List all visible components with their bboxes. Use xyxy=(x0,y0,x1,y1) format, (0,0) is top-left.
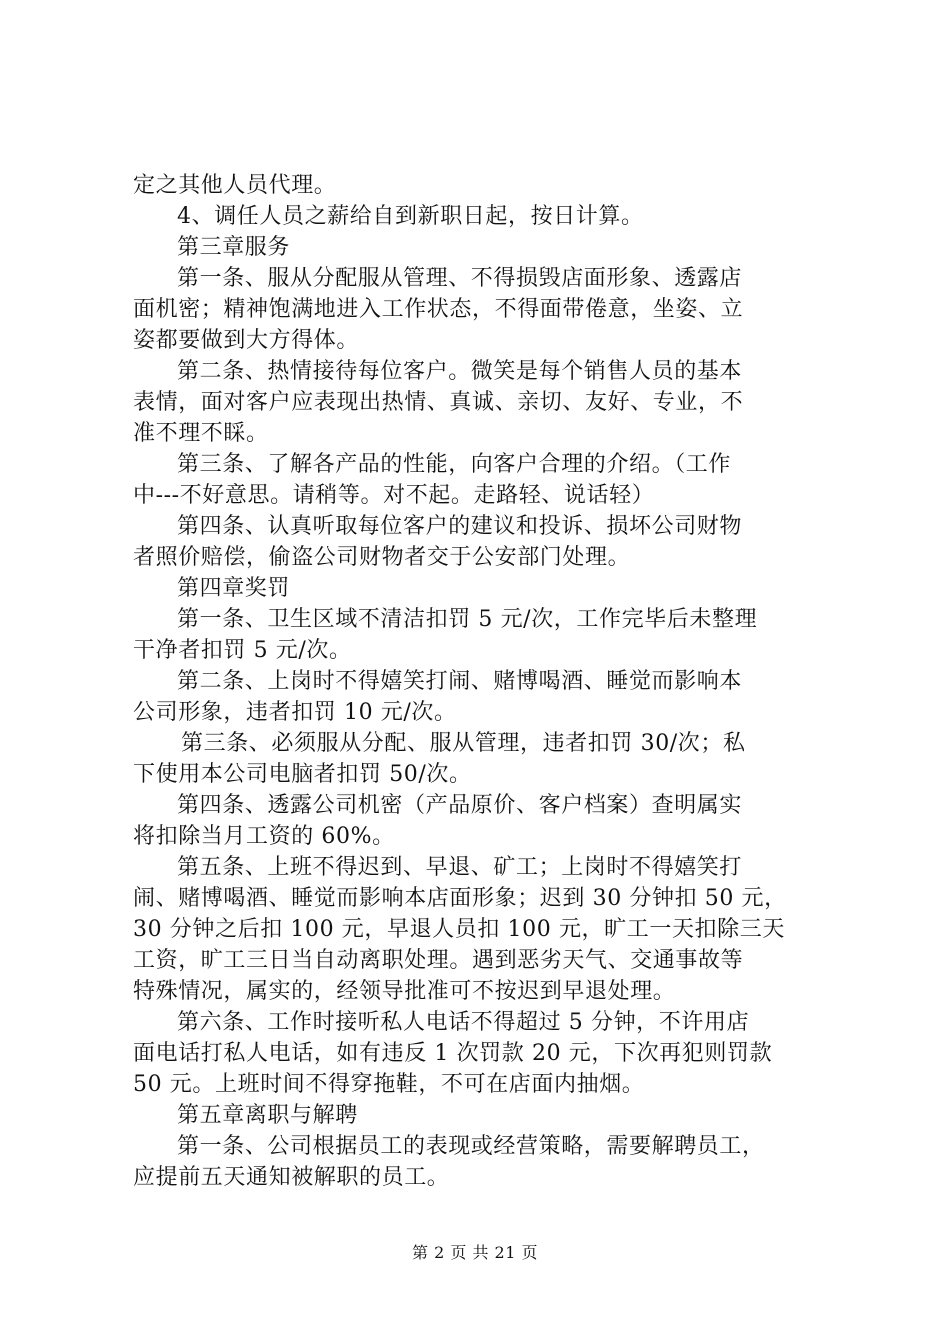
text-line: 应提前五天通知被解职的员工。 xyxy=(133,1165,450,1190)
text-line: 特殊情况，属实的，经领导批准可不按迟到早退处理。 xyxy=(133,979,676,1004)
text-line: 第一条、卫生区域不清洁扣罚 5 元/次，工作完毕后未整理 xyxy=(177,607,758,632)
text-line: 第三条、了解各产品的性能，向客户合理的介绍。（工作 xyxy=(177,452,732,477)
text-line: 姿都要做到大方得体。 xyxy=(133,328,360,353)
text-line: 面机密；精神饱满地进入工作状态，不得面带倦意，坐姿、立 xyxy=(133,297,744,322)
text-line: 下使用本公司电脑者扣罚 50/次。 xyxy=(133,762,472,787)
text-line: 第三条、必须服从分配、服从管理，违者扣罚 30/次；私 xyxy=(181,731,746,756)
text-line: 表情，面对客户应表现出热情、真诚、亲切、友好、专业，不 xyxy=(133,390,744,415)
text-line: 者照价赔偿，偷盗公司财物者交于公安部门处理。 xyxy=(133,545,631,570)
text-line: 准不理不睬。 xyxy=(133,421,269,446)
text-line: 第三章服务 xyxy=(177,235,291,260)
text-line: 第一条、服从分配服从管理、不得损毁店面形象、透露店 xyxy=(177,266,743,291)
text-line: 第四章奖罚 xyxy=(177,576,291,601)
text-line: 第一条、公司根据员工的表现或经营策略，需要解聘员工， xyxy=(177,1134,765,1159)
text-line: 闹、赌博喝酒、睡觉而影响本店面形象；迟到 30 分钟扣 50 元， xyxy=(133,886,787,911)
text-line: 第四条、透露公司机密（产品原价、客户档案）查明属实 xyxy=(177,793,743,818)
text-line: 第六条、工作时接听私人电话不得超过 5 分钟，不许用店 xyxy=(177,1010,750,1035)
page-footer: 第 2 页 共 21 页 xyxy=(412,1243,538,1262)
text-line: 面电话打私人电话，如有违反 1 次罚款 20 元，下次再犯则罚款 xyxy=(133,1041,773,1066)
text-line: 第二条、热情接待每位客户。微笑是每个销售人员的基本 xyxy=(177,359,743,384)
text-line: 干净者扣罚 5 元/次。 xyxy=(133,638,352,663)
document-body xyxy=(133,170,833,1193)
text-line: 第五章离职与解聘 xyxy=(177,1103,358,1128)
text-line: 第四条、认真听取每位客户的建议和投诉、损坏公司财物 xyxy=(177,514,743,539)
text-line: 定之其他人员代理。 xyxy=(133,173,337,198)
text-line: 公司形象，违者扣罚 10 元/次。 xyxy=(133,700,457,725)
text-line: 50 元。上班时间不得穿拖鞋，不可在店面内抽烟。 xyxy=(133,1072,645,1097)
text-line: 中---不好意思。请稍等。对不起。走路轻、说话轻） xyxy=(133,483,655,508)
text-line: 将扣除当月工资的 60%。 xyxy=(133,824,395,849)
text-line: 30 分钟之后扣 100 元，早退人员扣 100 元，旷工一天扣除三天 xyxy=(133,917,785,942)
text-line: 第五条、上班不得迟到、早退、矿工；上岗时不得嬉笑打 xyxy=(177,855,743,880)
text-line: 4、调任人员之薪给自到新职日起，按日计算。 xyxy=(177,204,644,229)
text-line: 第二条、上岗时不得嬉笑打闹、赌博喝酒、睡觉而影响本 xyxy=(177,669,743,694)
text-line: 工资，旷工三日当自动离职处理。遇到恶劣天气、交通事故等 xyxy=(133,948,744,973)
